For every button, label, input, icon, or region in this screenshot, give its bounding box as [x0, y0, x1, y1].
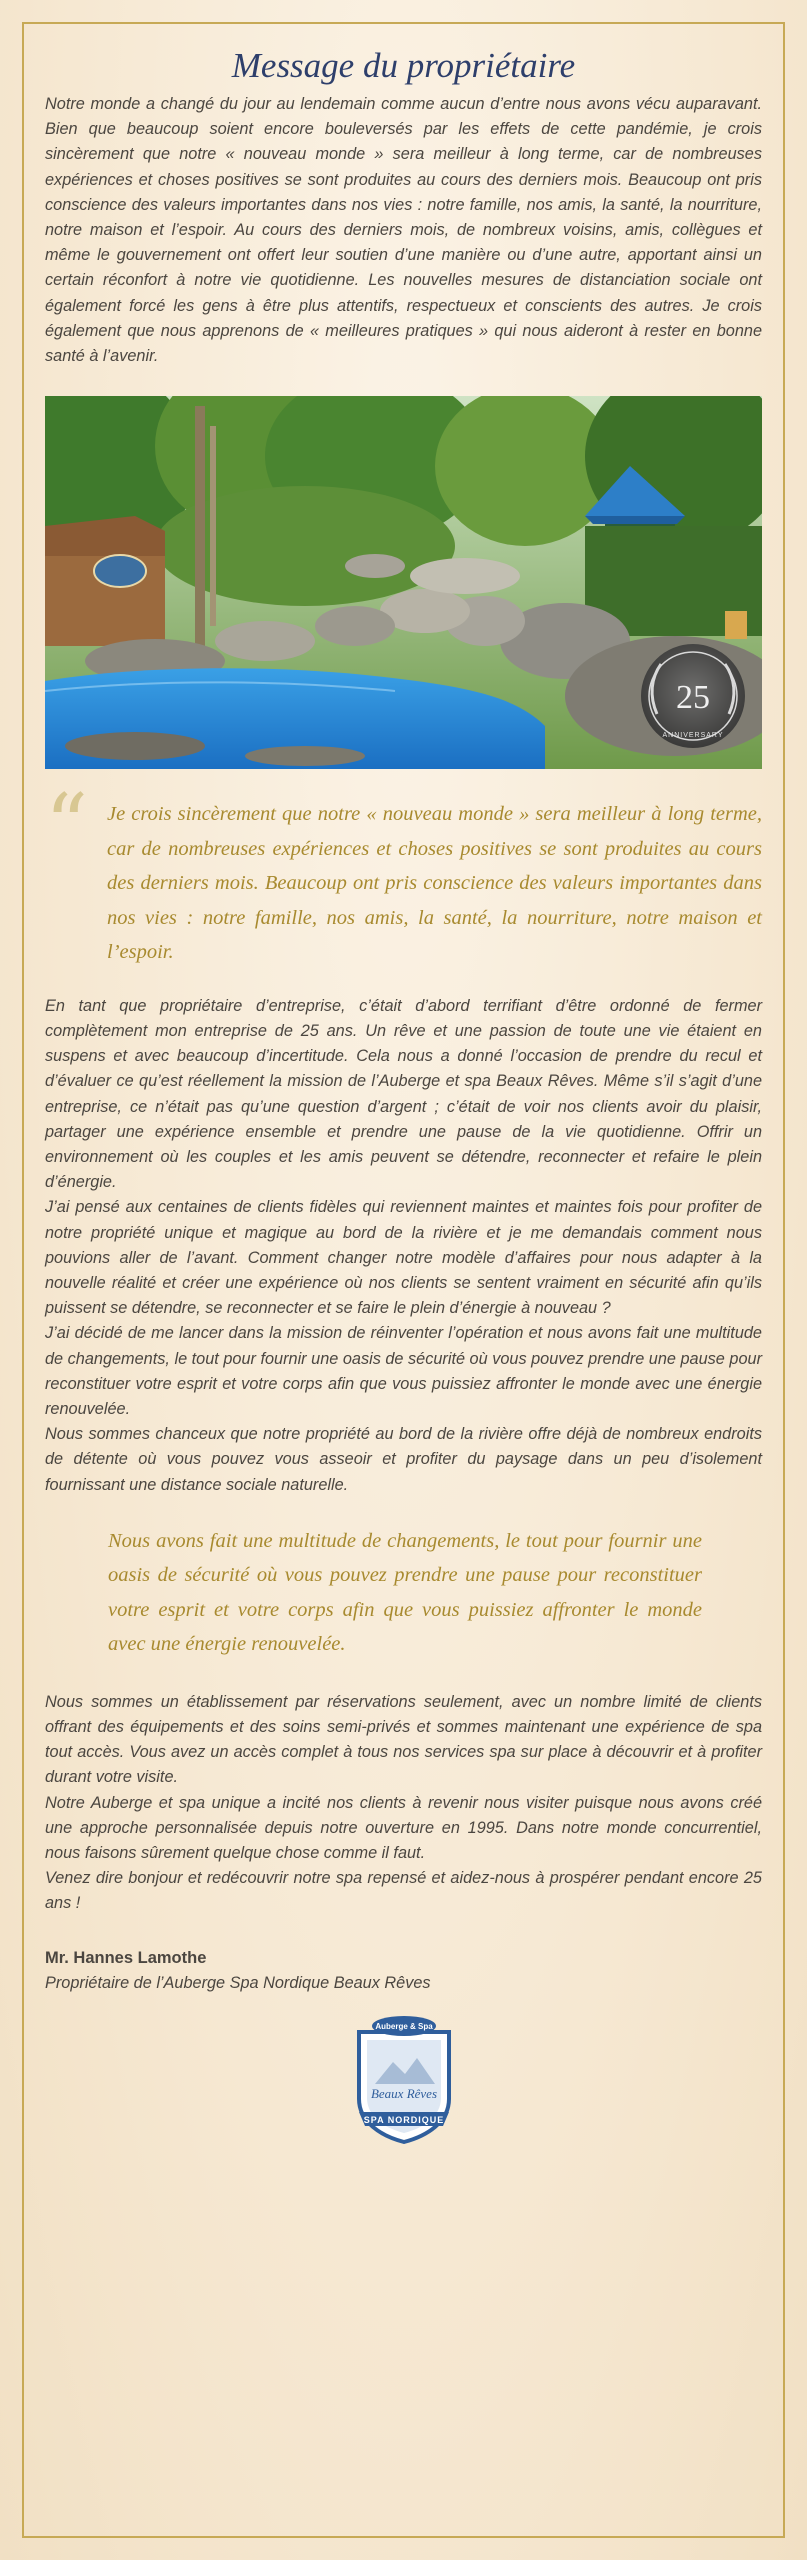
pull-quote-2-text: Nous avons fait une multitude de changements, le tout pour fournir une oasis de sécurité où vous pouvez prendre une pause pour reconstituer votre esprit et votre corps afin que vous puissiez affronter le monde avec une énergie renouvelée.	[108, 1529, 702, 1656]
badge-text: ANNIVERSARY	[662, 732, 724, 740]
paragraph-3: J’ai décidé de me lancer dans la mission de réinventer l’opération et nous avons fait une multitude de changements, le tout pour fournir une oasis de sécurité où vous pouvez prendre une pause pour reconstituer votre esprit et votre corps afin que vous puissiez affronter le monde avec une énergie renouvelée.	[45, 1324, 762, 1418]
spa-pool-photo	[45, 396, 762, 769]
auberge-logo	[345, 2014, 463, 2144]
paragraph-5: Nous sommes un établissement par réservations seulement, avec un nombre limité de clients offrant des équipements et des soins semi-privés et sommes maintenant une expérience de spa tout accès. Vous avez un accès complet à tous nos services spa sur place à découvrir et à profiter durant votre visite.	[45, 1692, 762, 1787]
logo-script-text: Beaux Rêves	[370, 2085, 437, 2101]
intro-paragraph: Notre monde a changé du jour au lendemain comme aucun d’entre nous avons vécu auparavant. Bien que beaucoup soient encore bouleversés par les effets de cette pandémie, je crois sincèrement que notre « nouveau monde » sera meilleur à long terme, car de nombreuses expériences et choses positives se sont produites au cours des derniers mois. Beaucoup ont pris conscience des valeurs importantes dans nos vies : notre famille, nos amis, la santé, la nourriture, notre maison et l’espoir. Au cours des derniers mois, de nombreux voisins, amis, collègues et même le gouvernement ont offert leur soutien d’une manière ou d’une autre, apportant ainsi un certain réconfort à notre vie quotidienne. Les nouvelles mesures de distanciation sociale ont également forcé les gens à être plus attentifs, respectueux et conscients des autres. Je crois également que nous apprenons de « meilleures pratiques » qui nous aideront à rester en bonne santé à l’avenir.	[45, 95, 762, 366]
paragraph-7: Venez dire bonjour et redécouvrir notre spa repensé et aidez-nous à prospérer pendant encore 25 ans !	[45, 1869, 762, 1913]
quote-mark-icon: “	[45, 776, 88, 875]
page-title: Message du propriétaire	[231, 46, 576, 85]
paragraph-2: J’ai pensé aux centaines de clients fidèles qui reviennent maintes et maintes fois pour profiter de notre propriété unique et magique au bord de la rivière et je me demandais comment nous pouvions aller de l’avant. Comment changer notre modèle d’affaires pour nous adapter à la nouvelle réalité et créer une expérience où nos clients se sentent vraiment en sécurité afin qu’ils puissent se détendre, se reconnecter et se faire le plein d’énergie à nouveau ?	[45, 1198, 762, 1318]
pull-quote-1	[45, 776, 762, 970]
signature-title: Propriétaire de l’Auberge Spa Nordique Beaux Rêves	[45, 1973, 431, 1992]
logo-top-text: Auberge & Spa	[374, 2021, 433, 2031]
pull-quote-2	[108, 1524, 702, 1662]
anniversary-badge	[641, 644, 745, 748]
paragraph-1: En tant que propriétaire d’entreprise, c’était d’abord terrifiant d’être ordonné de fermer complètement mon entreprise de 25 ans. Un rêve et une passion de toute une vie étaient en suspens et avec beaucoup d’incertitude. Cela nous a donné l’occasion de prendre du recul et d’évaluer ce qu’est réellement la mission de l’Auberge et spa Beaux Rêves. Même s’il s’agit d’une entreprise, ce n’était pas qu’une question d’argent ; c’était de voir nos clients avoir du plaisir, partager une expérience ensemble et prendre une pause de la vie quotidienne. Offrir un environnement où les couples et les amis peuvent se détendre, reconnecter et refaire le plein d’énergie.	[45, 996, 762, 1192]
badge-number: 25	[676, 679, 710, 717]
paragraph-6: Notre Auberge et spa unique a incité nos clients à revenir nous visiter puisque nous avons créé une approche personnalisée depuis notre ouverture en 1995. Dans notre monde concurrentiel, nous faisons sûrement quelque chose comme il faut.	[45, 1793, 762, 1863]
owner-message	[45, 40, 762, 2144]
paragraph-4: Nous sommes chanceux que notre propriété au bord de la rivière offre déjà de nombreux endroits de détente où vous pouvez vous asseoir et profiter du paysage dans un peu d’isolement fournissant une distance sociale naturelle.	[45, 1425, 762, 1494]
pull-quote-1-text: Je crois sincèrement que notre « nouveau monde » sera meilleur à long terme, car de nombreuses expériences et choses positives se sont produites au cours des derniers mois. Beaucoup ont pris conscience des valeurs importantes dans nos vies : notre famille, nos amis, la santé, la nourriture, notre maison et l’espoir.	[107, 803, 762, 964]
logo-bottom-text: SPA NORDIQUE	[363, 2114, 444, 2125]
signature-name: Mr. Hannes Lamothe	[45, 1948, 207, 1967]
